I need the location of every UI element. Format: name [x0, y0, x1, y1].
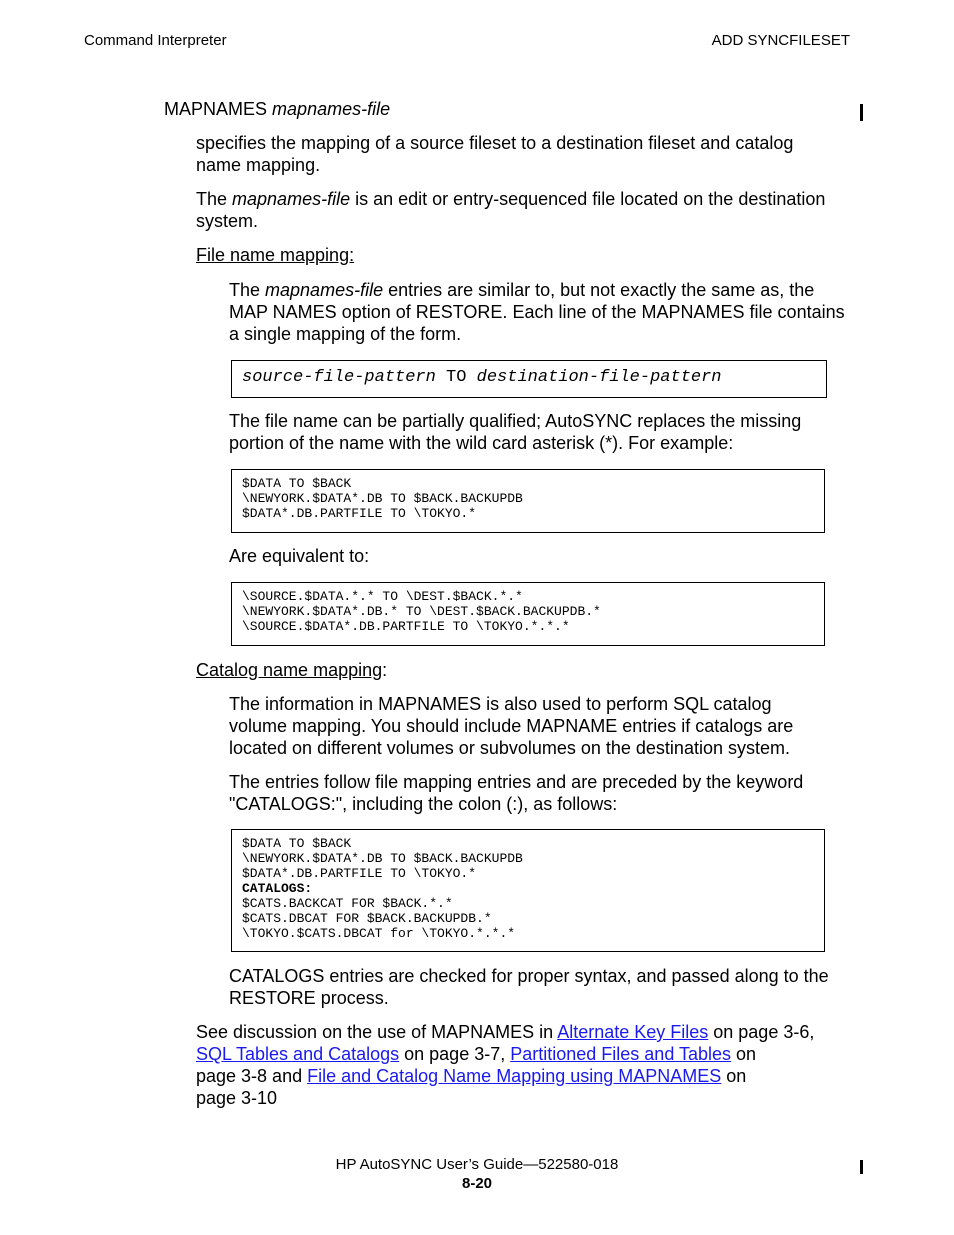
catalog-name-mapping-heading: Catalog name mapping: [196, 660, 388, 680]
catalog-mapping-paragraph: The information in MAPNAMES is also used to perform SQL catalog volume mapping. You should include MAPNAME entries if catalogs are located on different volumes or subvolumes on the destination system. [229, 694, 794, 758]
link-partitioned-files-and-tables[interactable]: Partitioned Files and Tables [510, 1044, 732, 1064]
change-bar-top [860, 104, 863, 121]
file-mapping-paragraph: The mapnames-file entries are similar to, but not exactly the same as, the MAP NAMES option of RESTORE. Each line of the MAPNAMES file contains a single mapping of the form. [229, 280, 845, 344]
term-keyword: MAPNAMES [164, 99, 268, 119]
example-box-2 [231, 582, 825, 646]
term-param: mapnames-file [272, 99, 391, 119]
syntax-box [231, 360, 827, 398]
link-sql-tables-and-catalogs[interactable]: SQL Tables and Catalogs [196, 1044, 400, 1064]
equivalent-label: Are equivalent to: [229, 546, 370, 566]
footer-title: HP AutoSYNC User’s Guide—522580-018 [335, 1156, 619, 1173]
file-name-mapping-heading: File name mapping: [196, 245, 355, 265]
mapnames-file-term: mapnames-file [232, 189, 351, 209]
running-header-left: Command Interpreter [84, 32, 227, 49]
definition-paragraph: specifies the mapping of a source fileset to a destination fileset and catalog name mapping. [196, 133, 794, 175]
catalogs-syntax-paragraph: CATALOGS entries are checked for proper syntax, and passed along to the RESTORE process. [229, 966, 829, 1008]
term-heading [164, 98, 390, 120]
partial-qualification-paragraph: The file name can be partially qualified; AutoSYNC replaces the missing portion of the name with the wild card asterisk (*). For example: [229, 411, 802, 453]
link-alternate-key-files[interactable]: Alternate Key Files [557, 1022, 709, 1042]
example-code-2: \SOURCE.$DATA.*.* TO \DEST.$BACK.*.* \NEWYORK.$DATA*.DB.* TO \DEST.$BACK.BACKUPDB.* \SOURCE.$DATA*.DB.PARTFILE TO \TOKYO.*.*.* [242, 589, 601, 634]
mapnames-file-description: The mapnames-file is an edit or entry-sequenced file located on the destination system. [196, 189, 826, 231]
link-file-and-catalog-name-mapping[interactable]: File and Catalog Name Mapping using MAPNAMES [307, 1066, 722, 1086]
catalog-keyword-paragraph: The entries follow file mapping entries and are preceded by the keyword "CATALOGS:", including the colon (:), as follows: [229, 772, 804, 814]
example-box-1 [231, 469, 825, 533]
see-also-paragraph: See discussion on the use of MAPNAMES in Alternate Key Files on page 3-6, SQL Tables and Catalogs on page 3-7, Partitioned Files and Tables on page 3-8 and File and Catalog Name Mapping using MAPNAMES on page 3-10 [196, 1022, 815, 1108]
syntax-line: source-file-pattern TO destination-file-pattern [242, 368, 722, 387]
running-header-right: ADD SYNCFILESET [711, 32, 850, 49]
page-number: 8-20 [461, 1175, 493, 1192]
example-box-3 [231, 829, 825, 952]
example-code-3: $DATA TO $BACK \NEWYORK.$DATA*.DB TO $BACK.BACKUPDB $DATA*.DB.PARTFILE TO \TOKYO.* CATALOGS: $CATS.BACKCAT FOR $BACK.*.* $CATS.DBCAT FOR $BACK.BACKUPDB.* \TOKYO.$CATS.DBCAT for \TOKYO.*.*.* [242, 836, 523, 941]
example-code-1: $DATA TO $BACK \NEWYORK.$DATA*.DB TO $BACK.BACKUPDB $DATA*.DB.PARTFILE TO \TOKYO.* [242, 476, 523, 521]
catalogs-keyword: CATALOGS: [242, 881, 313, 896]
